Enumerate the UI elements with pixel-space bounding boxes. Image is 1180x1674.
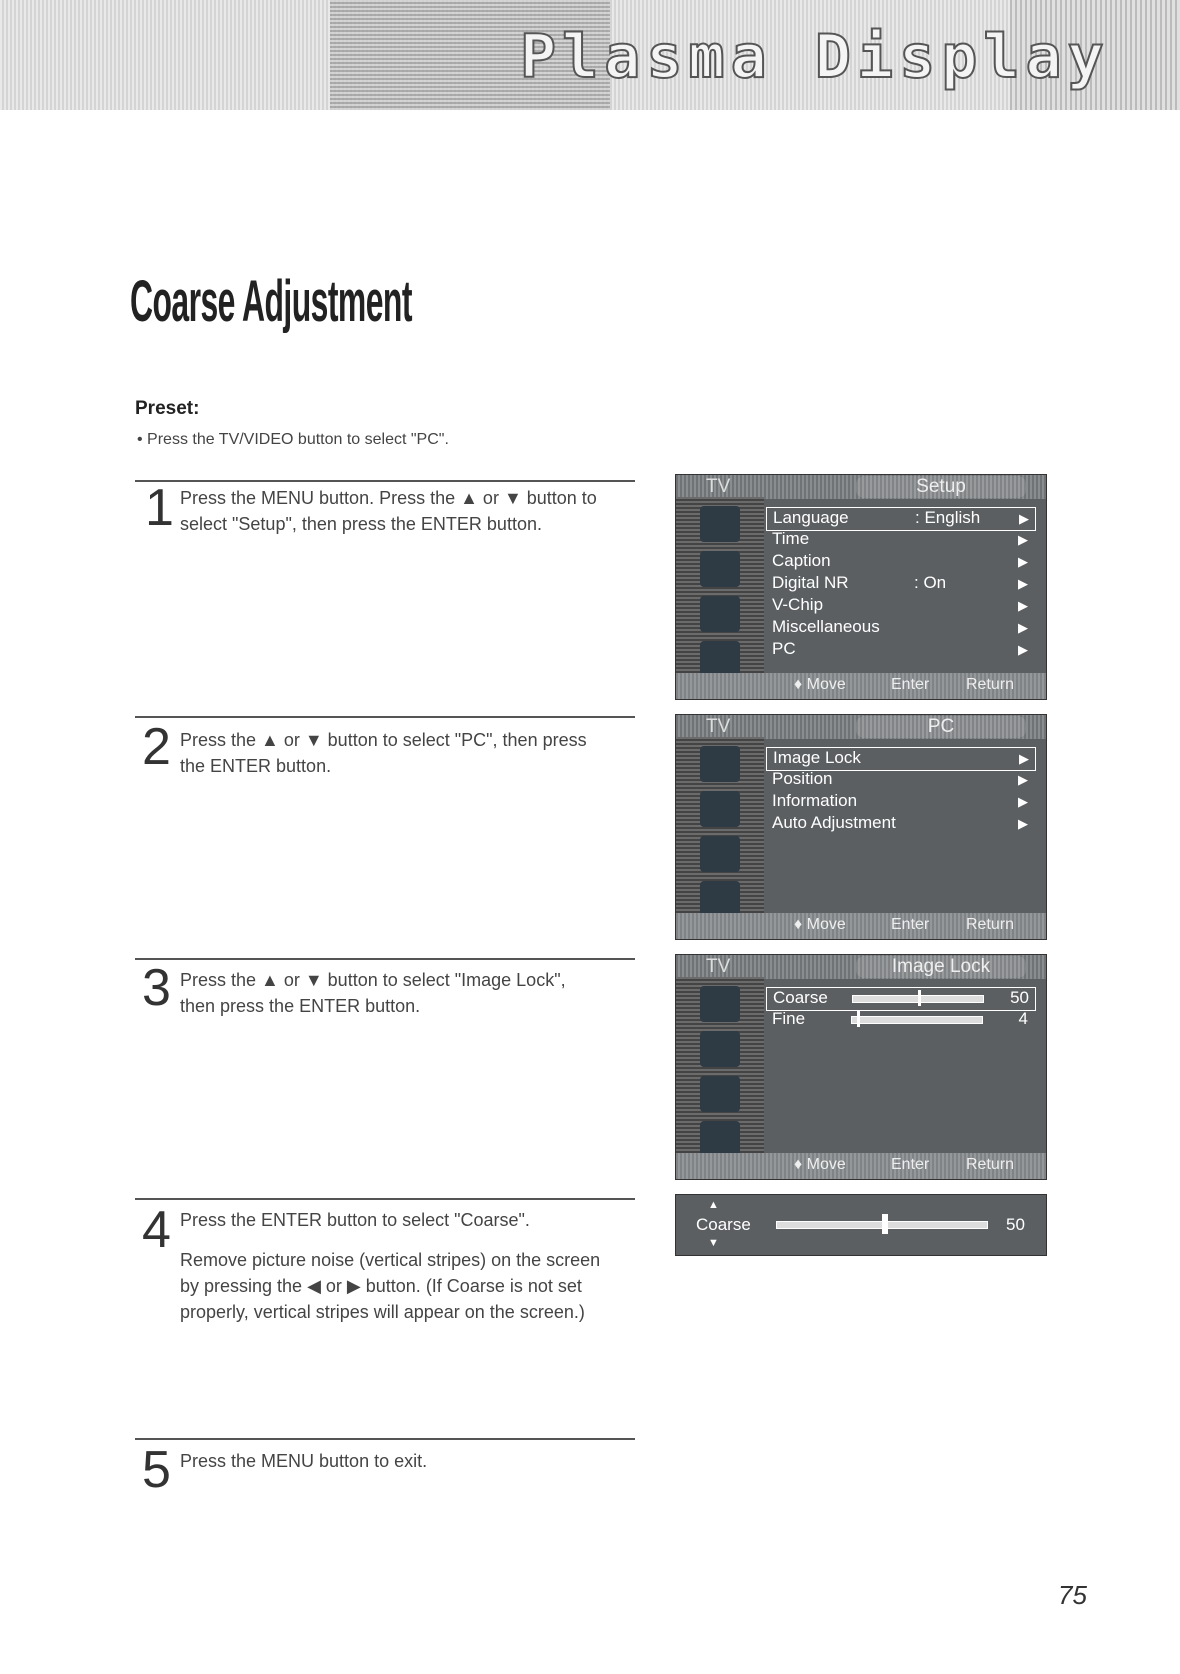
osd-menu-title: PC <box>856 716 1026 738</box>
osd-item-fine <box>766 1009 1034 1031</box>
osd-enter-hint: Enter <box>891 1156 930 1173</box>
sound-icon <box>700 1031 740 1067</box>
osd-return-hint: Return <box>966 916 1015 933</box>
arrow-down-icon: ▼ <box>708 1237 719 1249</box>
arrow-right-icon: ▶ <box>1018 598 1028 613</box>
step-text <box>180 967 635 1019</box>
arrow-right-icon: ▶ <box>1018 576 1028 591</box>
osd-tab-bar <box>676 715 1046 739</box>
step-line: then press the ENTER button. <box>180 996 421 1016</box>
step-number: 5 <box>142 1441 171 1499</box>
arrow-right-icon: ▶ <box>1018 772 1028 787</box>
osd-item-label: Miscellaneous <box>772 617 880 636</box>
osd-tab-tv: TV <box>706 716 731 737</box>
step-line: by pressing the ◀ or ▶ button. (If Coarse is not set <box>180 1276 582 1296</box>
step-line: Press the MENU button to exit. <box>180 1451 428 1471</box>
step-line: Press the ENTER button to select "Coarse". <box>180 1210 530 1230</box>
arrow-right-icon: ▶ <box>1018 816 1028 831</box>
osd-footer <box>676 673 1046 699</box>
step-divider <box>135 480 635 482</box>
osd-item-value: : English <box>915 508 981 527</box>
osd-item-caption <box>766 551 1034 573</box>
osd-item-coarse <box>766 987 1036 1011</box>
step-number: 3 <box>142 959 171 1017</box>
setup-icon <box>700 641 740 677</box>
osd-menu-title: Image Lock <box>856 956 1026 978</box>
osd-image-lock-menu <box>675 954 1047 1180</box>
osd-item-value: 50 <box>1010 988 1029 1007</box>
sound-icon <box>700 791 740 827</box>
osd-item-label: Coarse <box>773 988 828 1007</box>
osd-tab-tv: TV <box>706 476 731 497</box>
coarse-level-slider <box>776 1221 988 1229</box>
page-number: 75 <box>1058 1580 1087 1610</box>
osd-item-digital-nr <box>766 573 1034 595</box>
arrow-right-icon: ▶ <box>1018 554 1028 569</box>
coarse-value: 50 <box>1006 1215 1025 1234</box>
osd-move-hint: ♦ Move <box>794 1156 846 1173</box>
osd-item-miscellaneous <box>766 617 1034 639</box>
arrow-right-icon: ▶ <box>1018 532 1028 547</box>
step-number: 1 <box>145 479 174 537</box>
step-line: Press the ▲ or ▼ button to select "PC", then press <box>180 730 587 750</box>
osd-tab-bar <box>676 955 1046 979</box>
osd-item-label: Image Lock <box>773 748 861 767</box>
osd-item-label: Fine <box>772 1009 806 1028</box>
fine-slider <box>851 1016 983 1024</box>
step-divider <box>135 1198 635 1200</box>
setup-icon <box>700 1121 740 1157</box>
osd-item-label: Auto Adjustment <box>772 813 896 832</box>
step-divider <box>135 716 635 718</box>
channel-icon <box>700 836 740 872</box>
osd-coarse-bar <box>675 1194 1047 1256</box>
osd-sidebar <box>676 497 764 677</box>
osd-item-label: Position <box>772 769 833 788</box>
header-banner <box>0 0 1180 110</box>
osd-footer <box>676 913 1046 939</box>
picture-icon <box>700 986 740 1022</box>
step-text <box>180 485 635 537</box>
step-divider <box>135 958 635 960</box>
osd-item-v-chip <box>766 595 1034 617</box>
arrow-right-icon: ▶ <box>1018 642 1028 657</box>
preset-label: Preset: <box>135 398 200 419</box>
step-number: 4 <box>142 1201 171 1259</box>
osd-setup-menu <box>675 474 1047 700</box>
step-line: select "Setup", then press the ENTER button. <box>180 514 542 534</box>
osd-item-pc <box>766 639 1034 661</box>
picture-icon <box>700 506 740 542</box>
osd-item-label: Caption <box>772 551 831 570</box>
osd-item-label: Time <box>772 529 810 548</box>
sound-icon <box>700 551 740 587</box>
step-number: 2 <box>142 718 171 776</box>
coarse-slider <box>852 995 984 1003</box>
osd-item-value: 4 <box>1018 1009 1028 1028</box>
coarse-label: Coarse <box>696 1215 751 1234</box>
step-line: properly, vertical stripes will appear on the screen.) <box>180 1302 585 1322</box>
arrow-right-icon: ▶ <box>1018 620 1028 635</box>
osd-item-label: Language <box>773 508 849 527</box>
osd-item-label: PC <box>772 639 796 658</box>
osd-item-label: Information <box>772 791 858 810</box>
osd-item-label: V-Chip <box>772 595 824 614</box>
slider-knob <box>918 990 921 1006</box>
preset-instruction: • Press the TV/VIDEO button to select "PC". <box>137 431 449 448</box>
osd-return-hint: Return <box>966 1156 1015 1173</box>
osd-item-information <box>766 791 1034 813</box>
arrow-up-icon: ▲ <box>708 1199 719 1211</box>
osd-item-value: : On <box>914 573 947 592</box>
picture-icon <box>700 746 740 782</box>
arrow-right-icon: ▶ <box>1019 751 1029 766</box>
osd-item-image-lock <box>766 747 1036 771</box>
channel-icon <box>700 596 740 632</box>
osd-sidebar <box>676 737 764 917</box>
osd-enter-hint: Enter <box>891 916 930 933</box>
osd-pc-menu <box>675 714 1047 940</box>
osd-item-time <box>766 529 1034 551</box>
osd-sidebar <box>676 977 764 1157</box>
osd-item-language <box>766 507 1036 531</box>
arrow-right-icon: ▶ <box>1018 794 1028 809</box>
step-text <box>180 727 635 779</box>
channel-icon <box>700 1076 740 1112</box>
osd-item-auto-adjustment <box>766 813 1034 835</box>
slider-knob <box>882 1214 888 1234</box>
banner-title: Plasma Display <box>520 22 1110 92</box>
osd-tab-tv: TV <box>706 956 731 977</box>
step-divider <box>135 1438 635 1440</box>
osd-item-label: Digital NR <box>772 573 849 592</box>
slider-knob <box>857 1011 860 1027</box>
step-line: Press the ▲ or ▼ button to select "Image Lock", <box>180 970 566 990</box>
step-text <box>180 1448 635 1474</box>
page-title: Coarse Adjustment <box>130 269 412 334</box>
osd-enter-hint: Enter <box>891 676 930 693</box>
osd-item-position <box>766 769 1034 791</box>
step-text <box>180 1207 635 1325</box>
osd-move-hint: ♦ Move <box>794 916 846 933</box>
setup-icon <box>700 881 740 917</box>
osd-tab-bar <box>676 475 1046 499</box>
step-line: Remove picture noise (vertical stripes) on the screen <box>180 1250 601 1270</box>
osd-footer <box>676 1153 1046 1179</box>
arrow-right-icon: ▶ <box>1019 511 1029 526</box>
step-line: Press the MENU button. Press the ▲ or ▼ button to <box>180 488 597 508</box>
step-line: the ENTER button. <box>180 756 332 776</box>
osd-menu-title: Setup <box>856 476 1026 498</box>
osd-move-hint: ♦ Move <box>794 676 846 693</box>
osd-return-hint: Return <box>966 676 1015 693</box>
